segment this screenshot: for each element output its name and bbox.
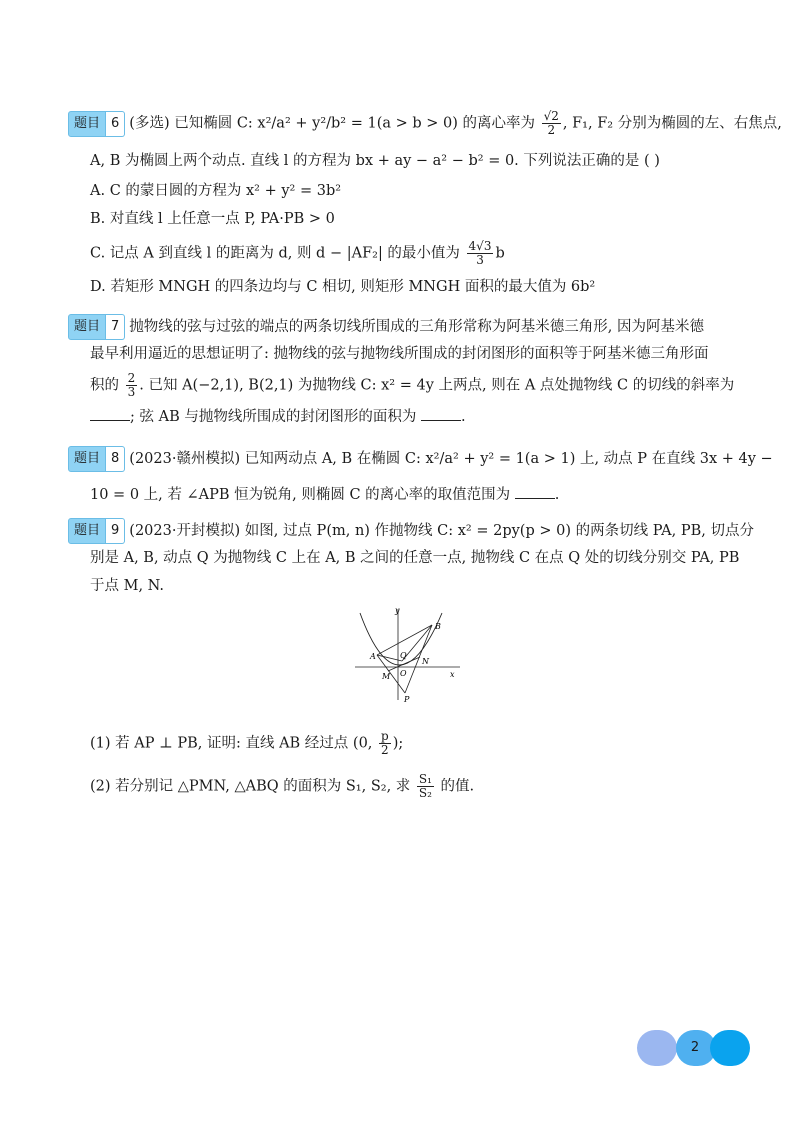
label-o: O <box>400 669 407 678</box>
label-m: M <box>382 672 391 681</box>
q6-line-2: A, B 为椭圆上两个动点. 直线 l 的方程为 bx + ay − a² − b² = 0. 下列说法正确的是 ( ) <box>90 153 660 169</box>
q9-badge: 题目 9 <box>68 518 125 544</box>
q8-line-1: 题目 8 (2023·赣州模拟) 已知两动点 A, B 在椭圆 C: x²/a² + y² = 1(a > 1) 上, 动点 P 在直线 3x + 4y − <box>68 446 773 472</box>
page-dot-left <box>637 1030 677 1066</box>
answer-blank[interactable] <box>421 408 461 421</box>
q6-badge: 题目 6 <box>68 111 125 137</box>
label-b: B <box>435 622 441 631</box>
q7-line-1: 题目 7 抛物线的弦与过弦的端点的两条切线所围成的三角形常称为阿基米德三角形, 因为阿基米德 <box>68 314 704 340</box>
q6-line-1: 题目 6 (多选) 已知椭圆 C: x²/a² + y²/b² = 1(a > b > 0) 的离心率为 $\frac{√2}{2}$ , F₁, F₂ 分别为椭圆的左、右焦点, <box>68 110 782 137</box>
parabola-figure <box>350 605 465 705</box>
label-n: N <box>422 657 429 666</box>
q9-part-2: (2) 若分别记 △PMN, △ABQ 的面积为 S₁, S₂, 求 $\frac{\text{S₁}}{\text{S₂}}$ 的值. <box>90 772 475 800</box>
page-number: 2 <box>690 1040 700 1055</box>
answer-blank[interactable] <box>90 408 130 421</box>
q6-option-b: B. 对直线 l 上任意一点 P, PA·PB > 0 <box>90 211 335 227</box>
q7-badge: 题目 7 <box>68 314 125 340</box>
q6-option-d: D. 若矩形 MNGH 的四条边均与 C 相切, 则矩形 MNGH 面积的最大值为 6b² <box>90 279 596 295</box>
label-a: A <box>370 652 376 661</box>
q9-line-2: 别是 A, B, 动点 Q 为抛物线 C 上在 A, B 之间的任意一点, 抛物线 C 在点 Q 处的切线分别交 PA, PB <box>90 550 740 566</box>
q8-badge: 题目 8 <box>68 446 125 472</box>
label-y: y <box>395 606 400 615</box>
q7-line-4: ; 弦 AB 与抛物线所围成的封闭图形的面积为 . <box>90 406 466 428</box>
label-x: x <box>450 670 455 679</box>
label-q: Q <box>400 651 407 660</box>
q9-part-1: (1) 若 AP ⊥ PB, 证明: 直线 AB 经过点 (0, $\frac{p}{2}$ ); <box>90 729 404 757</box>
q6-eccentricity: $\frac{√2}{2}$ <box>543 109 559 137</box>
q9-line-1: 题目 9 (2023·开封模拟) 如图, 过点 P(m, n) 作抛物线 C: x² = 2py(p > 0) 的两条切线 PA, PB, 切点分 <box>68 518 754 544</box>
answer-blank[interactable] <box>515 486 555 499</box>
label-p: P <box>404 695 410 704</box>
q8-line-2: 10 = 0 上, 若 ∠APB 恒为锐角, 则椭圆 C 的离心率的取值范围为 . <box>90 487 560 503</box>
page-dot-right <box>710 1030 750 1066</box>
q6-option-c: C. 记点 A 到直线 l 的距离为 d, 则 d − |AF₂| 的最小值为 $\frac{4√3}{3}$ b <box>90 239 505 267</box>
q9-line-3: 于点 M, N. <box>90 578 165 594</box>
q7-line-2: 最早利用逼近的思想证明了: 抛物线的弦与抛物线所围成的封闭图形的面积等于阿基米德三角形面 <box>90 346 709 362</box>
q7-line-3: 积的 $\frac{2}{3}$ . 已知 A(−2,1), B(2,1) 为抛物线 C: x² = 4y 上两点, 则在 A 点处抛物线 C 的切线的斜率为 <box>90 371 735 399</box>
q6-option-a: A. C 的蒙日圆的方程为 x² + y² = 3b² <box>90 183 342 199</box>
